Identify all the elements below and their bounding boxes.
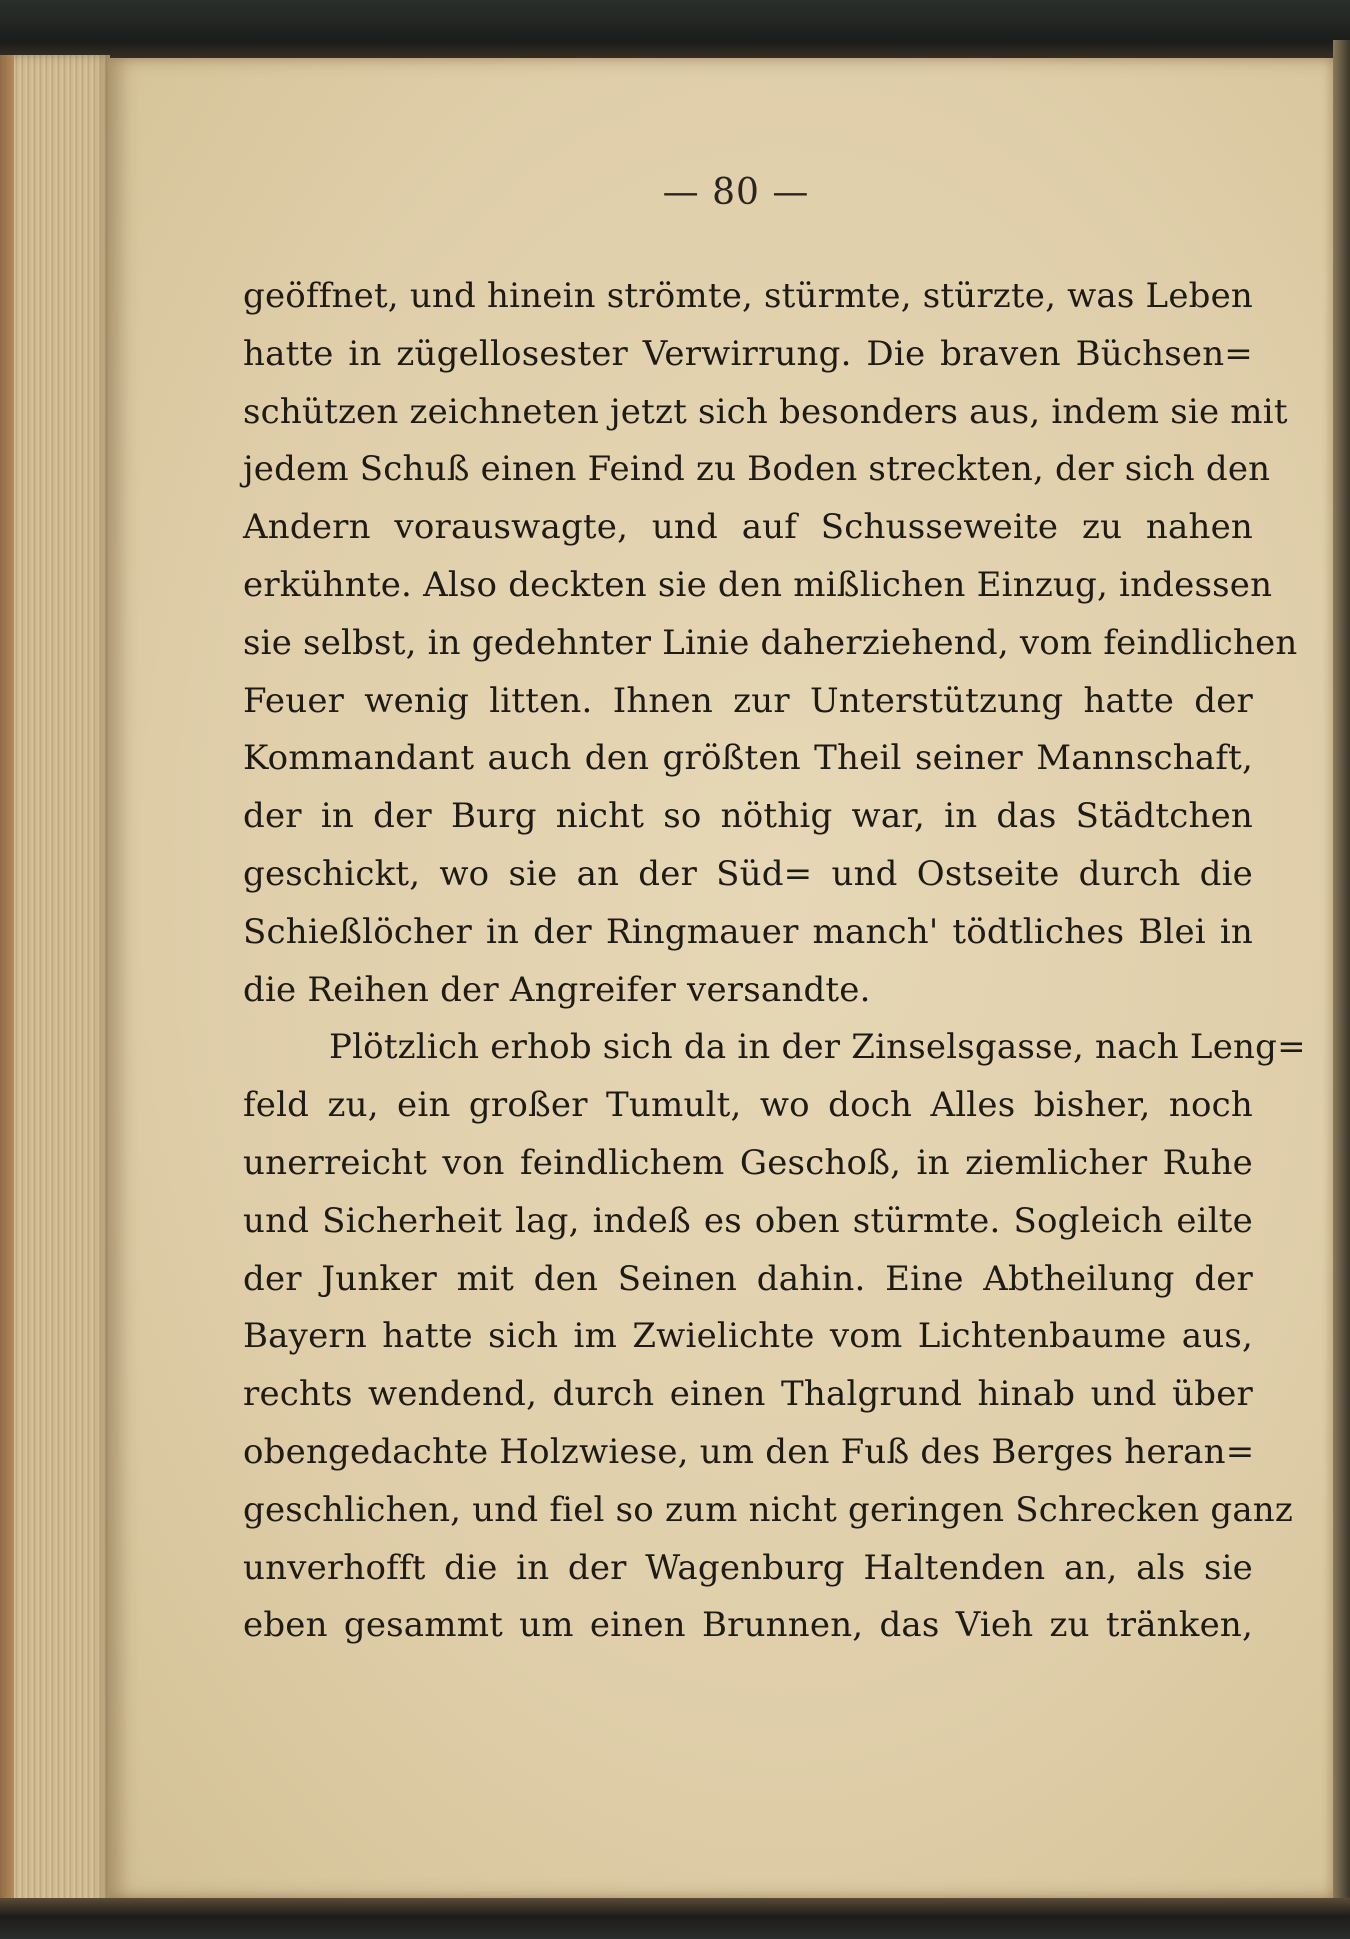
page-number: — 80 — [662,172,810,213]
text-line: Bayern hatte sich im Zwielichte vom Lichtenbaume aus, [243,1316,1253,1357]
text-line: der Junker mit den Seinen dahin. Eine Abtheilung der [243,1258,1253,1299]
text-line: erkühnte. Also deckten sie den mißlichen Einzug, indessen [243,564,1273,605]
text-line: sie selbst, in gedehnter Linie daherziehend, vom feindlichen [243,622,1298,663]
page-stack-edge [0,55,14,1910]
text-line: und Sicherheit lag, indeß es oben stürmte. Sogleich eilte [243,1200,1253,1241]
page-stack [0,55,110,1910]
text-line: eben gesammt um einen Brunnen, das Vieh zu tränken, [243,1605,1253,1646]
text-line: unverhofft die in der Wagenburg Haltenden an, als sie [243,1547,1253,1588]
text-line: geschickt, wo sie an der Süd= und Ostseite durch die [243,853,1253,894]
text-line: geöffnet, und hinein strömte, stürmte, stürzte, was Leben [243,276,1254,316]
text-line: feld zu, ein großer Tumult, wo doch Alles bisher, noch [243,1085,1253,1126]
text-line: hatte in zügellosester Verwirrung. Die braven Büchsen= [243,333,1253,374]
text-line: unerreicht von feindlichem Geschoß, in ziemlicher Ruhe [243,1142,1253,1183]
text-line: Feuer wenig litten. Ihnen zur Unterstützung hatte der [243,680,1253,721]
text-line: jedem Schuß einen Feind zu Boden streckten, der sich den [243,449,1271,490]
text-line: Andern vorauswagte, und auf Schusseweite zu nahen [243,507,1253,548]
paragraph-1 [243,268,1298,1019]
text-line: schützen zeichneten jetzt sich besonders aus, indem sie mit [243,391,1288,432]
text-line: obengedachte Holzwiese, um den Fuß des Berges heran= [243,1431,1255,1472]
binding-bottom-edge [0,1898,1350,1939]
text-line: Plötzlich erhob sich da in der Zinselsgasse, nach Leng= [329,1027,1306,1068]
body-text [243,268,1306,1655]
text-line: geschlichen, und fiel so zum nicht geringen Schrecken ganz [243,1489,1294,1530]
right-page-edge [1333,40,1350,1910]
text-line: die Reihen der Angreifer versandte. [243,969,871,1010]
text-line: der in der Burg nicht so nöthig war, in das Städtchen [243,796,1253,837]
text-line: rechts wendend, durch einen Thalgrund hinab und über [243,1374,1253,1415]
paragraph-2 [243,1019,1306,1655]
text-line: Schießlöcher in der Ringmauer manch' tödtliches Blei in [243,911,1253,952]
binding-top-edge [0,0,1350,60]
text-line: Kommandant auch den größten Theil seiner Mannschaft, [243,738,1253,779]
